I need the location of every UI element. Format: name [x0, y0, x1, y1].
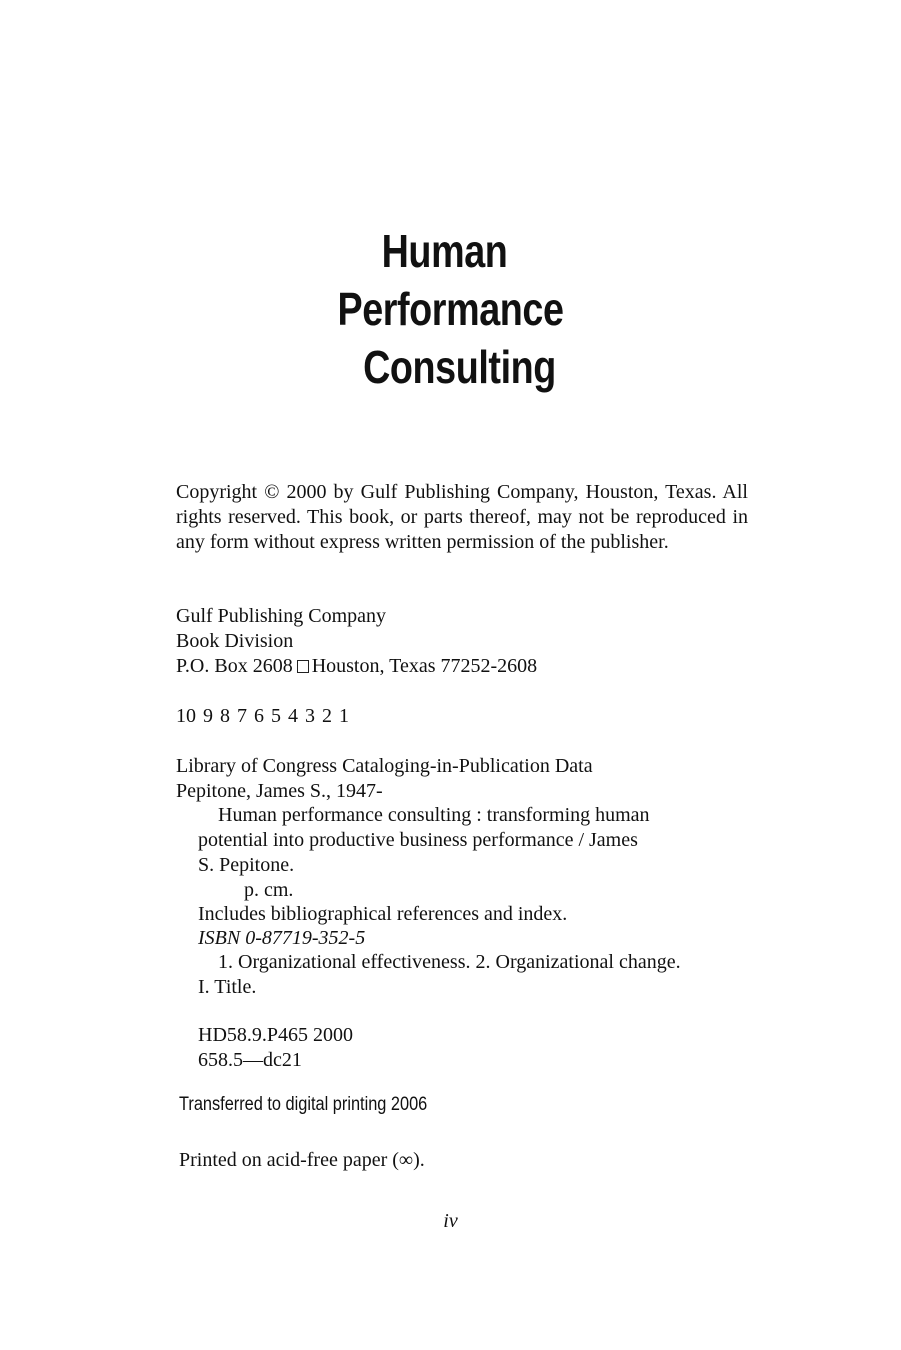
cip-dewey: 658.5—dc21: [198, 1049, 302, 1071]
transferred-note: Transferred to digital printing 2006: [179, 1094, 428, 1115]
cip-title-entry: I. Title.: [198, 976, 257, 998]
box-separator-icon: [297, 660, 309, 673]
publisher-po-box: P.O. Box 2608: [176, 655, 293, 677]
cip-author: Pepitone, James S., 1947-: [176, 780, 383, 802]
publisher-division: Book Division: [176, 630, 294, 652]
print-line: 10 9 8 7 6 5 4 3 2 1: [176, 705, 349, 727]
cip-pages: p. cm.: [244, 879, 294, 901]
cip-notes: Includes bibliographical references and index.: [198, 903, 568, 925]
cip-title-line1: Human performance consulting : transforming human: [218, 804, 650, 826]
cip-lc-class: HD58.9.P465 2000: [198, 1024, 354, 1046]
publisher-address: [176, 654, 537, 678]
title-line-human: Human: [381, 225, 508, 277]
publisher-name: Gulf Publishing Company: [176, 605, 387, 627]
page-folio: iv: [443, 1210, 458, 1232]
title-line-consulting: Consulting: [363, 341, 556, 393]
cip-title-line2: potential into productive business performance / James: [198, 829, 638, 851]
copyright-notice: Copyright © 2000 by Gulf Publishing Company, Houston, Texas. All rights reserved. This book, or parts thereof, may not be reproduced in any form without express written permission of the publisher.: [176, 481, 748, 553]
acid-free-note: Printed on acid-free paper (∞).: [179, 1149, 425, 1171]
cip-isbn: ISBN 0-87719-352-5: [198, 927, 366, 949]
publisher-city: Houston, Texas 77252-2608: [311, 655, 538, 677]
cip-subjects: 1. Organizational effectiveness. 2. Organizational change.: [218, 951, 681, 973]
cip-title-line3: S. Pepitone.: [198, 854, 295, 876]
book-title: [0, 222, 901, 396]
title-line-performance: Performance: [337, 283, 564, 335]
cip-heading: Library of Congress Cataloging-in-Publication Data: [176, 755, 593, 777]
